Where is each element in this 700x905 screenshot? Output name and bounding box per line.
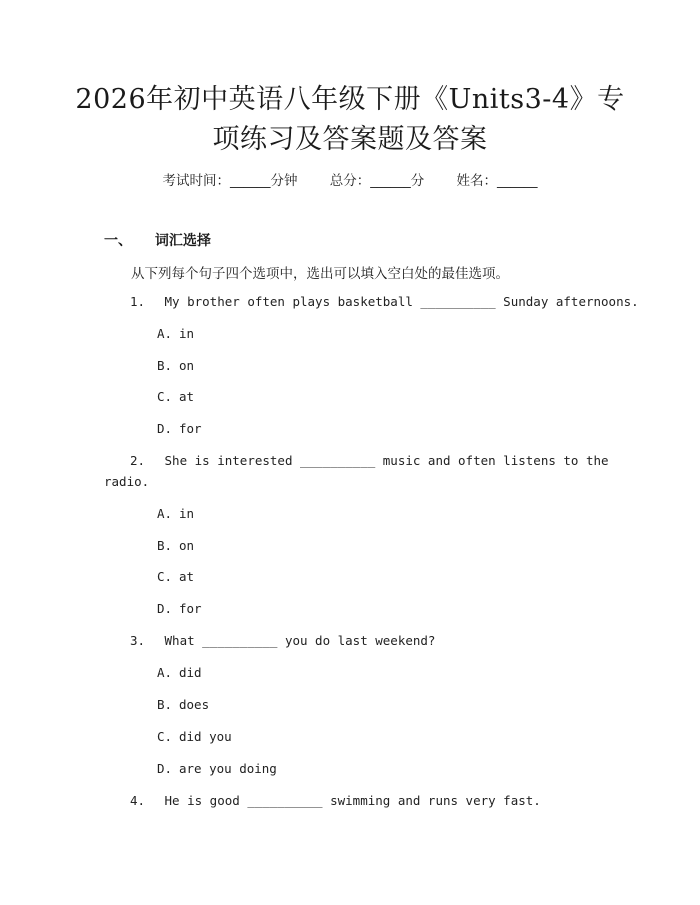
question-1-option-b	[157, 358, 194, 373]
question-2-option-b	[157, 538, 194, 553]
option-text: for	[179, 421, 202, 436]
question-1-option-a	[157, 326, 194, 341]
option-text: at	[179, 569, 195, 584]
option-letter: D.	[157, 601, 173, 616]
option-letter: A.	[157, 665, 173, 680]
question-1-option-d	[157, 421, 202, 436]
question-1-option-c	[157, 389, 194, 404]
question-2-option-d	[157, 601, 202, 616]
title-line-1: 2026年初中英语八年级下册《Units3-4》专	[75, 84, 625, 115]
option-letter: C.	[157, 389, 173, 404]
question-2	[130, 453, 609, 468]
question-2-option-a	[157, 506, 194, 521]
option-text: did you	[179, 729, 232, 744]
option-text: does	[179, 697, 210, 712]
question-number: 3.	[130, 633, 146, 648]
section-heading	[104, 230, 211, 250]
section-title: 词汇选择	[154, 233, 211, 249]
option-letter: D.	[157, 761, 173, 776]
question-3-option-b	[157, 697, 209, 712]
question-1	[130, 294, 639, 309]
section-instruction: 从下列每个句子四个选项中，选出可以填入空白处的最佳选项。	[131, 266, 509, 282]
option-letter: B.	[157, 358, 173, 373]
question-2-option-c	[157, 569, 194, 584]
question-text: She is interested __________ music and often listens to the	[164, 453, 609, 468]
name-field: 姓名：______	[456, 173, 538, 189]
option-letter: A.	[157, 326, 173, 341]
question-text: My brother often plays basketball __________ Sunday afternoons.	[164, 294, 639, 309]
option-text: in	[179, 506, 195, 521]
title-line-2: 项练习及答案题及答案	[212, 124, 488, 155]
question-3	[130, 633, 435, 648]
option-letter: B.	[157, 538, 173, 553]
question-number: 2.	[130, 453, 146, 468]
question-3-option-d	[157, 761, 277, 776]
question-2-continuation: radio.	[104, 474, 150, 489]
option-text: in	[179, 326, 195, 341]
option-letter: B.	[157, 697, 173, 712]
section-number: 一、	[104, 233, 132, 249]
page-title	[60, 80, 640, 160]
option-letter: A.	[157, 506, 173, 521]
option-letter: D.	[157, 421, 173, 436]
question-3-option-c	[157, 729, 232, 744]
option-text: at	[179, 389, 195, 404]
total-score-field: 总分：______分	[329, 173, 425, 189]
question-number: 1.	[130, 294, 146, 309]
question-3-option-a	[157, 665, 202, 680]
option-letter: C.	[157, 569, 173, 584]
option-text: did	[179, 665, 202, 680]
exam-time-field: 考试时间：______分钟	[162, 173, 298, 189]
question-text: He is good __________ swimming and runs very fast.	[164, 793, 541, 808]
option-text: are you doing	[179, 761, 277, 776]
exam-info	[0, 169, 700, 189]
option-text: for	[179, 601, 202, 616]
option-text: on	[179, 358, 195, 373]
question-4	[130, 793, 541, 808]
question-text: What __________ you do last weekend?	[164, 633, 436, 648]
option-letter: C.	[157, 729, 173, 744]
question-number: 4.	[130, 793, 146, 808]
option-text: on	[179, 538, 195, 553]
